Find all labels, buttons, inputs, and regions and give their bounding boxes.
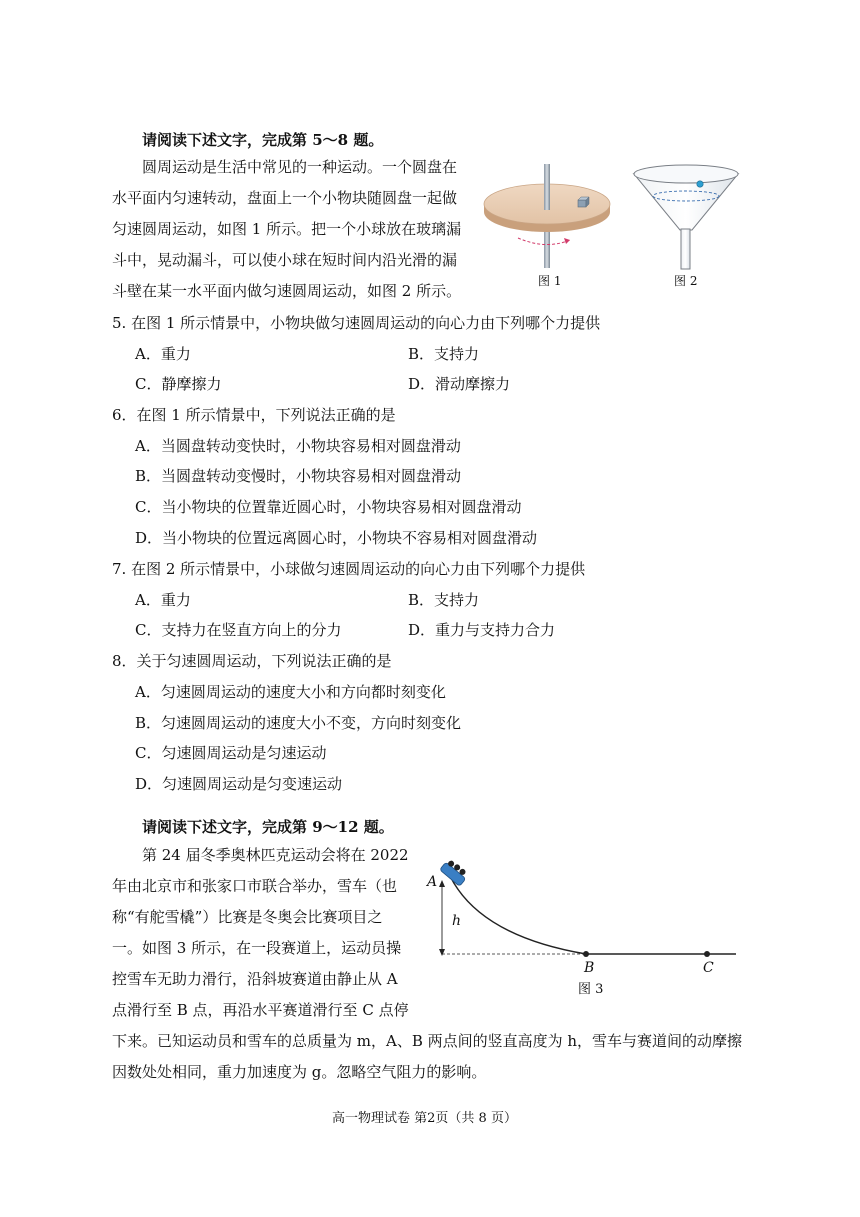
- page-footer: 高一物理试卷 第2页（共 8 页）: [332, 1111, 517, 1126]
- section2-intro-line-5: 控雪车无助力滑行，沿斜坡赛道由静止从 A: [112, 970, 398, 988]
- q5-option-a: A．重力: [135, 345, 191, 363]
- section2-full-line-1: 下来。已知运动员和雪车的总质量为 m，A、B 两点间的竖直高度为 h，雪车与赛道间的动摩擦: [112, 1032, 743, 1050]
- q6-option-d: D．当小物块的位置远离圆心时，小物块不容易相对圆盘滑动: [135, 529, 538, 547]
- section1-intro-line-1: 圆周运动是生活中常见的一种运动。一个圆盘在: [142, 158, 458, 176]
- q8-option-b: B．匀速圆周运动的速度大小不变，方向时刻变化: [135, 714, 462, 732]
- section1-heading: 请阅读下述文字，完成第 5～8 题。: [142, 131, 384, 149]
- figure-3-label-h: h: [452, 913, 462, 929]
- section1-intro-line-4: 斗中，晃动漏斗，可以使小球在短时间内沿光滑的漏: [112, 251, 458, 269]
- section1-intro-line-2: 水平面内匀速转动，盘面上一个小物块随圆盘一起做: [112, 189, 458, 207]
- figure-3-bobsled-track: [420, 856, 740, 988]
- section2-full-line-2: 因数处处相同，重力加速度为 g。忽略空气阻力的影响。: [112, 1063, 487, 1081]
- q7-option-a: A．重力: [135, 591, 191, 609]
- section1-intro-line-5: 斗壁在某一水平面内做匀速圆周运动，如图 2 所示。: [112, 282, 462, 300]
- q7-stem: 7. 在图 2 所示情景中，小球做匀速圆周运动的向心力由下列哪个力提供: [112, 560, 586, 578]
- section2-intro-line-3: 称“有舵雪橇”）比赛是冬奥会比赛项目之: [112, 908, 383, 926]
- q8-option-c: C．匀速圆周运动是匀速运动: [135, 744, 327, 762]
- figure-3-label-b: B: [584, 960, 595, 976]
- figure-2-caption: 图 2: [674, 274, 698, 288]
- q5-option-b: B．支持力: [408, 345, 480, 363]
- section1-intro-line-3: 匀速圆周运动，如图 1 所示。把一个小球放在玻璃漏: [112, 220, 462, 238]
- q8-stem: 8．关于匀速圆周运动，下列说法正确的是: [112, 652, 392, 670]
- q7-option-b: B．支持力: [408, 591, 480, 609]
- q5-option-d: D．滑动摩擦力: [408, 375, 511, 393]
- figure-1-rotating-disk: [478, 158, 618, 270]
- section2-intro-line-1: 第 24 届冬季奥林匹克运动会将在 2022: [142, 846, 409, 864]
- q8-option-a: A．匀速圆周运动的速度大小和方向都时刻变化: [135, 683, 446, 701]
- q6-option-b: B．当圆盘转动变慢时，小物块容易相对圆盘滑动: [135, 467, 462, 485]
- figure-1-caption: 图 1: [538, 274, 562, 288]
- section2-heading: 请阅读下述文字，完成第 9～12 题。: [142, 818, 394, 836]
- figure-3-caption: 图 3: [578, 982, 604, 997]
- q7-option-d: D．重力与支持力合力: [408, 621, 556, 639]
- q8-option-d: D．匀速圆周运动是匀变速运动: [135, 775, 343, 793]
- q6-option-a: A．当圆盘转动变快时，小物块容易相对圆盘滑动: [135, 437, 461, 455]
- bobsled-icon: [440, 857, 470, 886]
- q5-option-c: C．静摩擦力: [135, 375, 222, 393]
- q5-stem: 5. 在图 1 所示情景中，小物块做匀速圆周运动的向心力由下列哪个力提供: [112, 314, 601, 332]
- q7-option-c: C．支持力在竖直方向上的分力: [135, 621, 342, 639]
- section2-intro-line-4: 一。如图 3 所示，在一段赛道上，运动员操: [112, 939, 402, 957]
- ball-icon: [697, 181, 703, 187]
- figure-3-label-c: C: [703, 960, 714, 976]
- q6-stem: 6．在图 1 所示情景中，下列说法正确的是: [112, 406, 396, 424]
- section2-intro-line-6: 点滑行至 B 点，再沿水平赛道滑行至 C 点停: [112, 1001, 409, 1019]
- figure-2-funnel: [630, 162, 742, 270]
- q6-option-c: C．当小物块的位置靠近圆心时，小物块容易相对圆盘滑动: [135, 498, 522, 516]
- figure-3-label-a: A: [427, 874, 438, 890]
- block-icon: [578, 197, 589, 207]
- section2-intro-line-2: 年由北京市和张家口市联合举办，雪车（也: [112, 877, 398, 895]
